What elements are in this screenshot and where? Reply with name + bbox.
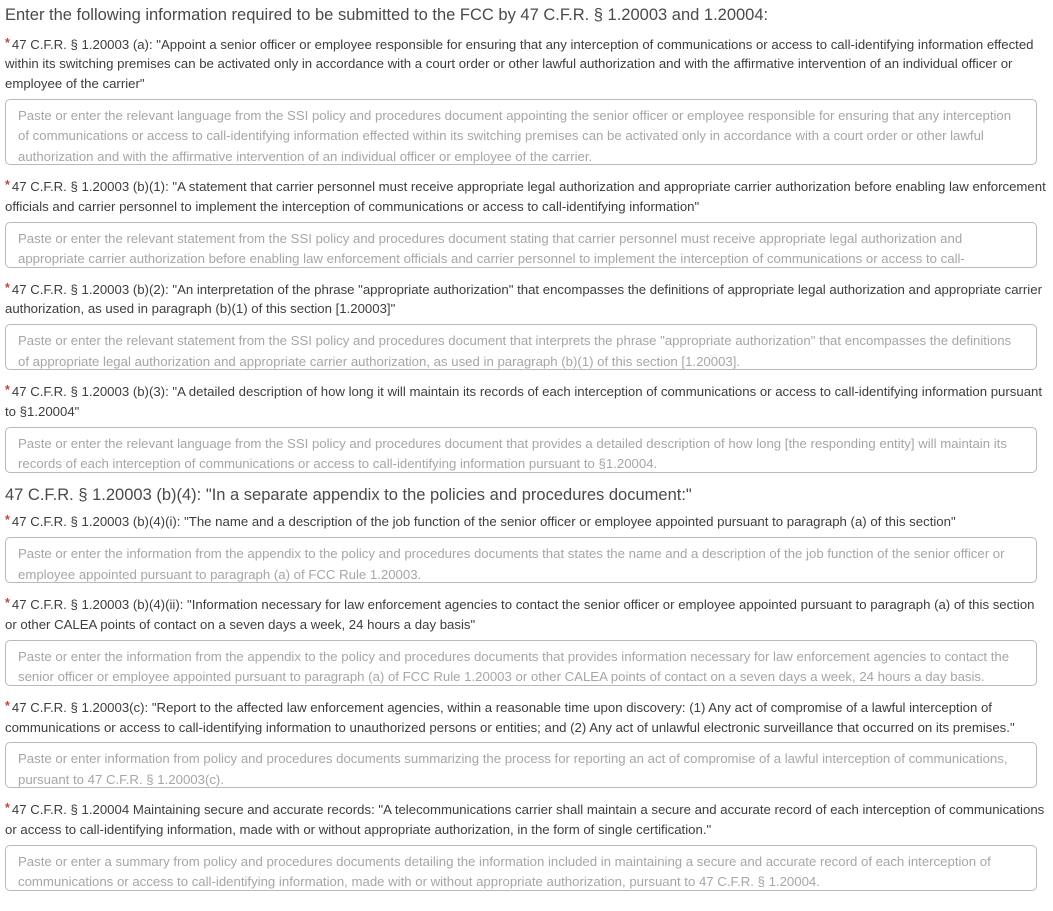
textarea-20004-records[interactable] xyxy=(5,845,1037,891)
page-title: Enter the following information required to be submitted to the FCC by 47 C.F.R. § 1.20003 and 1.20004: xyxy=(5,6,769,24)
textarea-20003-b4ii[interactable] xyxy=(5,640,1037,686)
field-label-text: 47 C.F.R. § 1.20004 Maintaining secure and accurate records: "A telecommunications carrier shall maintain a secure and accurate record of each interception of communications or access to call-identifying information, made with or without appropriate authorization, in the form of single certification." xyxy=(5,802,1045,838)
field-label-text: 47 C.F.R. § 1.20003 (b)(4)(i): "The name and a description of the job function of the senior officer or employee appointed pursuant to paragraph (a) of this section" xyxy=(11,514,956,530)
textarea-20003-c[interactable] xyxy=(5,742,1037,788)
required-asterisk: * xyxy=(5,383,10,398)
textarea-20003-b1[interactable] xyxy=(5,222,1037,268)
field-20004-records xyxy=(5,800,1048,891)
required-asterisk: * xyxy=(5,280,10,295)
textarea-20003-b3[interactable] xyxy=(5,427,1037,473)
textarea-20003-b4i[interactable] xyxy=(5,537,1037,583)
field-20003-b4ii xyxy=(5,595,1048,686)
field-label xyxy=(5,35,1048,94)
field-20003-b1 xyxy=(5,177,1048,268)
textarea-20003-b2[interactable] xyxy=(5,324,1037,370)
field-20003-b4i xyxy=(5,512,1048,583)
field-20003-a xyxy=(5,35,1048,165)
field-20003-b3 xyxy=(5,382,1048,473)
field-label xyxy=(5,280,1048,320)
required-asterisk: * xyxy=(5,178,10,193)
field-label-text: 47 C.F.R. § 1.20003 (b)(1): "A statement that carrier personnel must receive appropriate legal authorization and appropriate carrier authorization before enabling law enforcement officials and carrier personnel to implement the interception of communications or access to call-identifying information" xyxy=(5,179,1046,214)
field-label xyxy=(5,382,1048,422)
field-label-text: 47 C.F.R. § 1.20003 (a): "Appoint a senior officer or employee responsible for ensuring that any interception of communications or access to call-identifying information effected within its switching premises can be activated only in accordance with a court order or other lawful authorization and with the affirmative intervention of an individual officer or employee of the carrier" xyxy=(5,36,1034,92)
field-label xyxy=(5,698,1048,738)
field-label-text: 47 C.F.R. § 1.20003 (b)(3): "A detailed description of how long it will maintain its records of each interception of communications or access to call-identifying information pursuant to §1.20004" xyxy=(5,384,1043,419)
required-asterisk: * xyxy=(5,35,10,50)
required-asterisk: * xyxy=(5,513,10,528)
field-label xyxy=(5,512,1048,532)
subheading-20003-b4: 47 C.F.R. § 1.20003 (b)(4): "In a separate appendix to the policies and procedures document:" xyxy=(5,485,692,504)
required-asterisk: * xyxy=(5,801,10,816)
required-asterisk: * xyxy=(5,698,10,713)
field-20003-b2 xyxy=(5,280,1048,371)
field-20003-c xyxy=(5,698,1048,789)
field-label-text: 47 C.F.R. § 1.20003 (b)(4)(ii): "Information necessary for law enforcement agencies to contact the senior officer or employee appointed pursuant to paragraph (a) of this section or other CALEA points of contact on a seven days a week, 24 hours a day basis" xyxy=(5,597,1035,633)
field-label-text: 47 C.F.R. § 1.20003 (b)(2): "An interpretation of the phrase "appropriate authorization" that encompasses the definitions of appropriate legal authorization and appropriate carrier authorization, as used in paragraph (b)(1) of this section [1.20003]" xyxy=(5,281,1042,317)
field-label xyxy=(5,800,1048,840)
required-asterisk: * xyxy=(5,596,10,611)
textarea-20003-a[interactable] xyxy=(5,99,1037,165)
field-label-text: 47 C.F.R. § 1.20003(c): "Report to the affected law enforcement agencies, within a reasonable time upon discovery: (1) Any act of compromise of a lawful interception of communications or access to call-identifying information to unauthorized persons or entities; and (2) Any act of unlawful electronic surveillance that occurred on its premises." xyxy=(5,699,1015,735)
field-label xyxy=(5,177,1048,217)
field-label xyxy=(5,595,1048,635)
